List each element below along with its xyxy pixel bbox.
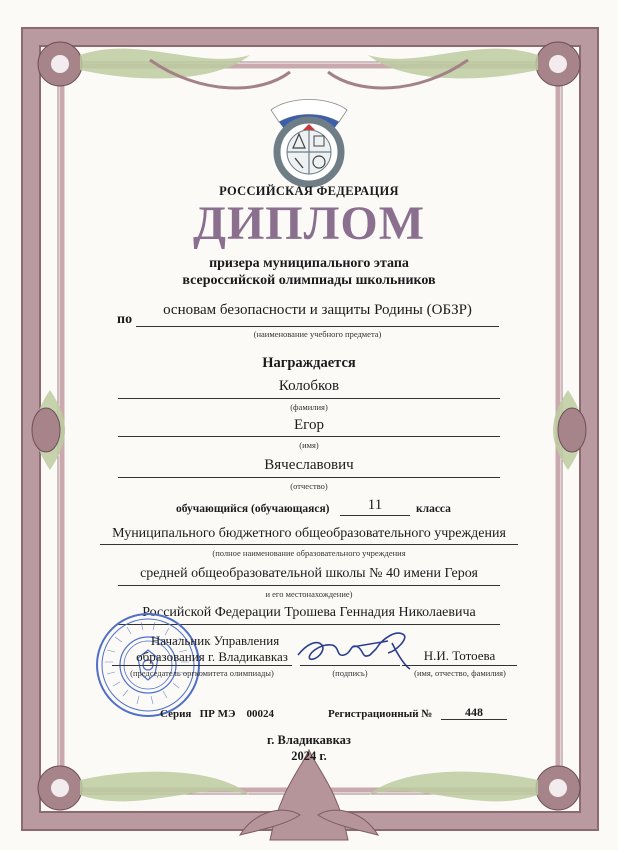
subject-caption: (наименование учебного предмета)	[253, 329, 382, 339]
country-name: РОССИЙСКАЯ ФЕДЕРАЦИЯ	[219, 184, 399, 198]
patronymic-value: Вячеславович	[264, 457, 354, 473]
surname-value: Колобков	[278, 378, 340, 394]
name-caption: (имя)	[299, 440, 319, 450]
signer-caption: (имя, отчество, фамилия)	[414, 668, 506, 678]
school-underline-1	[100, 544, 518, 545]
position-line-1: Начальник Управления	[150, 633, 280, 648]
school-line-1: Муниципального бюджетного общеобразовательного учреждения	[112, 526, 506, 541]
subtitle-line-1: призера муниципального этапа	[209, 256, 409, 271]
year: 2024	[291, 749, 317, 763]
position-line-2: образования г. Владикавказ	[136, 649, 288, 664]
grade-label: обучающийся (обучающаяся)	[176, 503, 330, 515]
city: г. Владикавказ	[267, 733, 351, 747]
grade-suffix: класса	[416, 503, 451, 515]
series-label: Серия	[160, 708, 192, 720]
name-value: Егор	[294, 417, 324, 433]
subject-value: основам безопасности и защиты Родины (ОБЗР)	[163, 302, 472, 318]
position-caption: (председатель оргкомитета олимпиады)	[130, 668, 274, 678]
surname-underline	[118, 398, 500, 399]
series-line	[160, 708, 274, 720]
school-line-3: Российской Федерации Трошева Геннадия Николаевича	[142, 605, 476, 620]
award-heading: Награждается	[262, 355, 356, 371]
signature-caption: (подпись)	[332, 668, 368, 678]
year-line	[0, 749, 618, 764]
registration-number: 448	[465, 705, 483, 719]
subject-underline	[136, 326, 499, 327]
signer-name: Н.И. Тотоева	[423, 648, 496, 663]
grade-value: 11	[367, 497, 383, 513]
year-suffix: г.	[319, 749, 327, 763]
signature-underline	[300, 665, 400, 666]
school-caption-1: (полное наименование образовательного учреждения	[212, 548, 406, 558]
school-line-2: средней общеобразовательной школы № 40 имени Героя	[140, 566, 478, 581]
school-underline-2	[118, 585, 500, 586]
grade-underline	[340, 515, 410, 516]
registration-underline	[441, 719, 507, 720]
school-caption-2: и его местонахождение)	[265, 589, 353, 599]
signer-underline	[402, 665, 517, 666]
registration-label: Регистрационный №	[328, 708, 433, 720]
olympiad-emblem-icon	[259, 88, 359, 188]
series-code: ПР МЭ	[199, 708, 236, 720]
patronymic-caption: (отчество)	[290, 481, 328, 491]
name-underline	[118, 436, 500, 437]
subtitle-line-2: всероссийской олимпиады школьников	[182, 273, 436, 288]
surname-caption: (фамилия)	[290, 402, 328, 412]
series-number: 00024	[246, 708, 274, 720]
position-underline	[112, 665, 292, 666]
subject-prefix: по	[117, 312, 133, 327]
patronymic-underline	[118, 477, 500, 478]
diploma-title: ДИПЛОМ	[192, 197, 426, 250]
